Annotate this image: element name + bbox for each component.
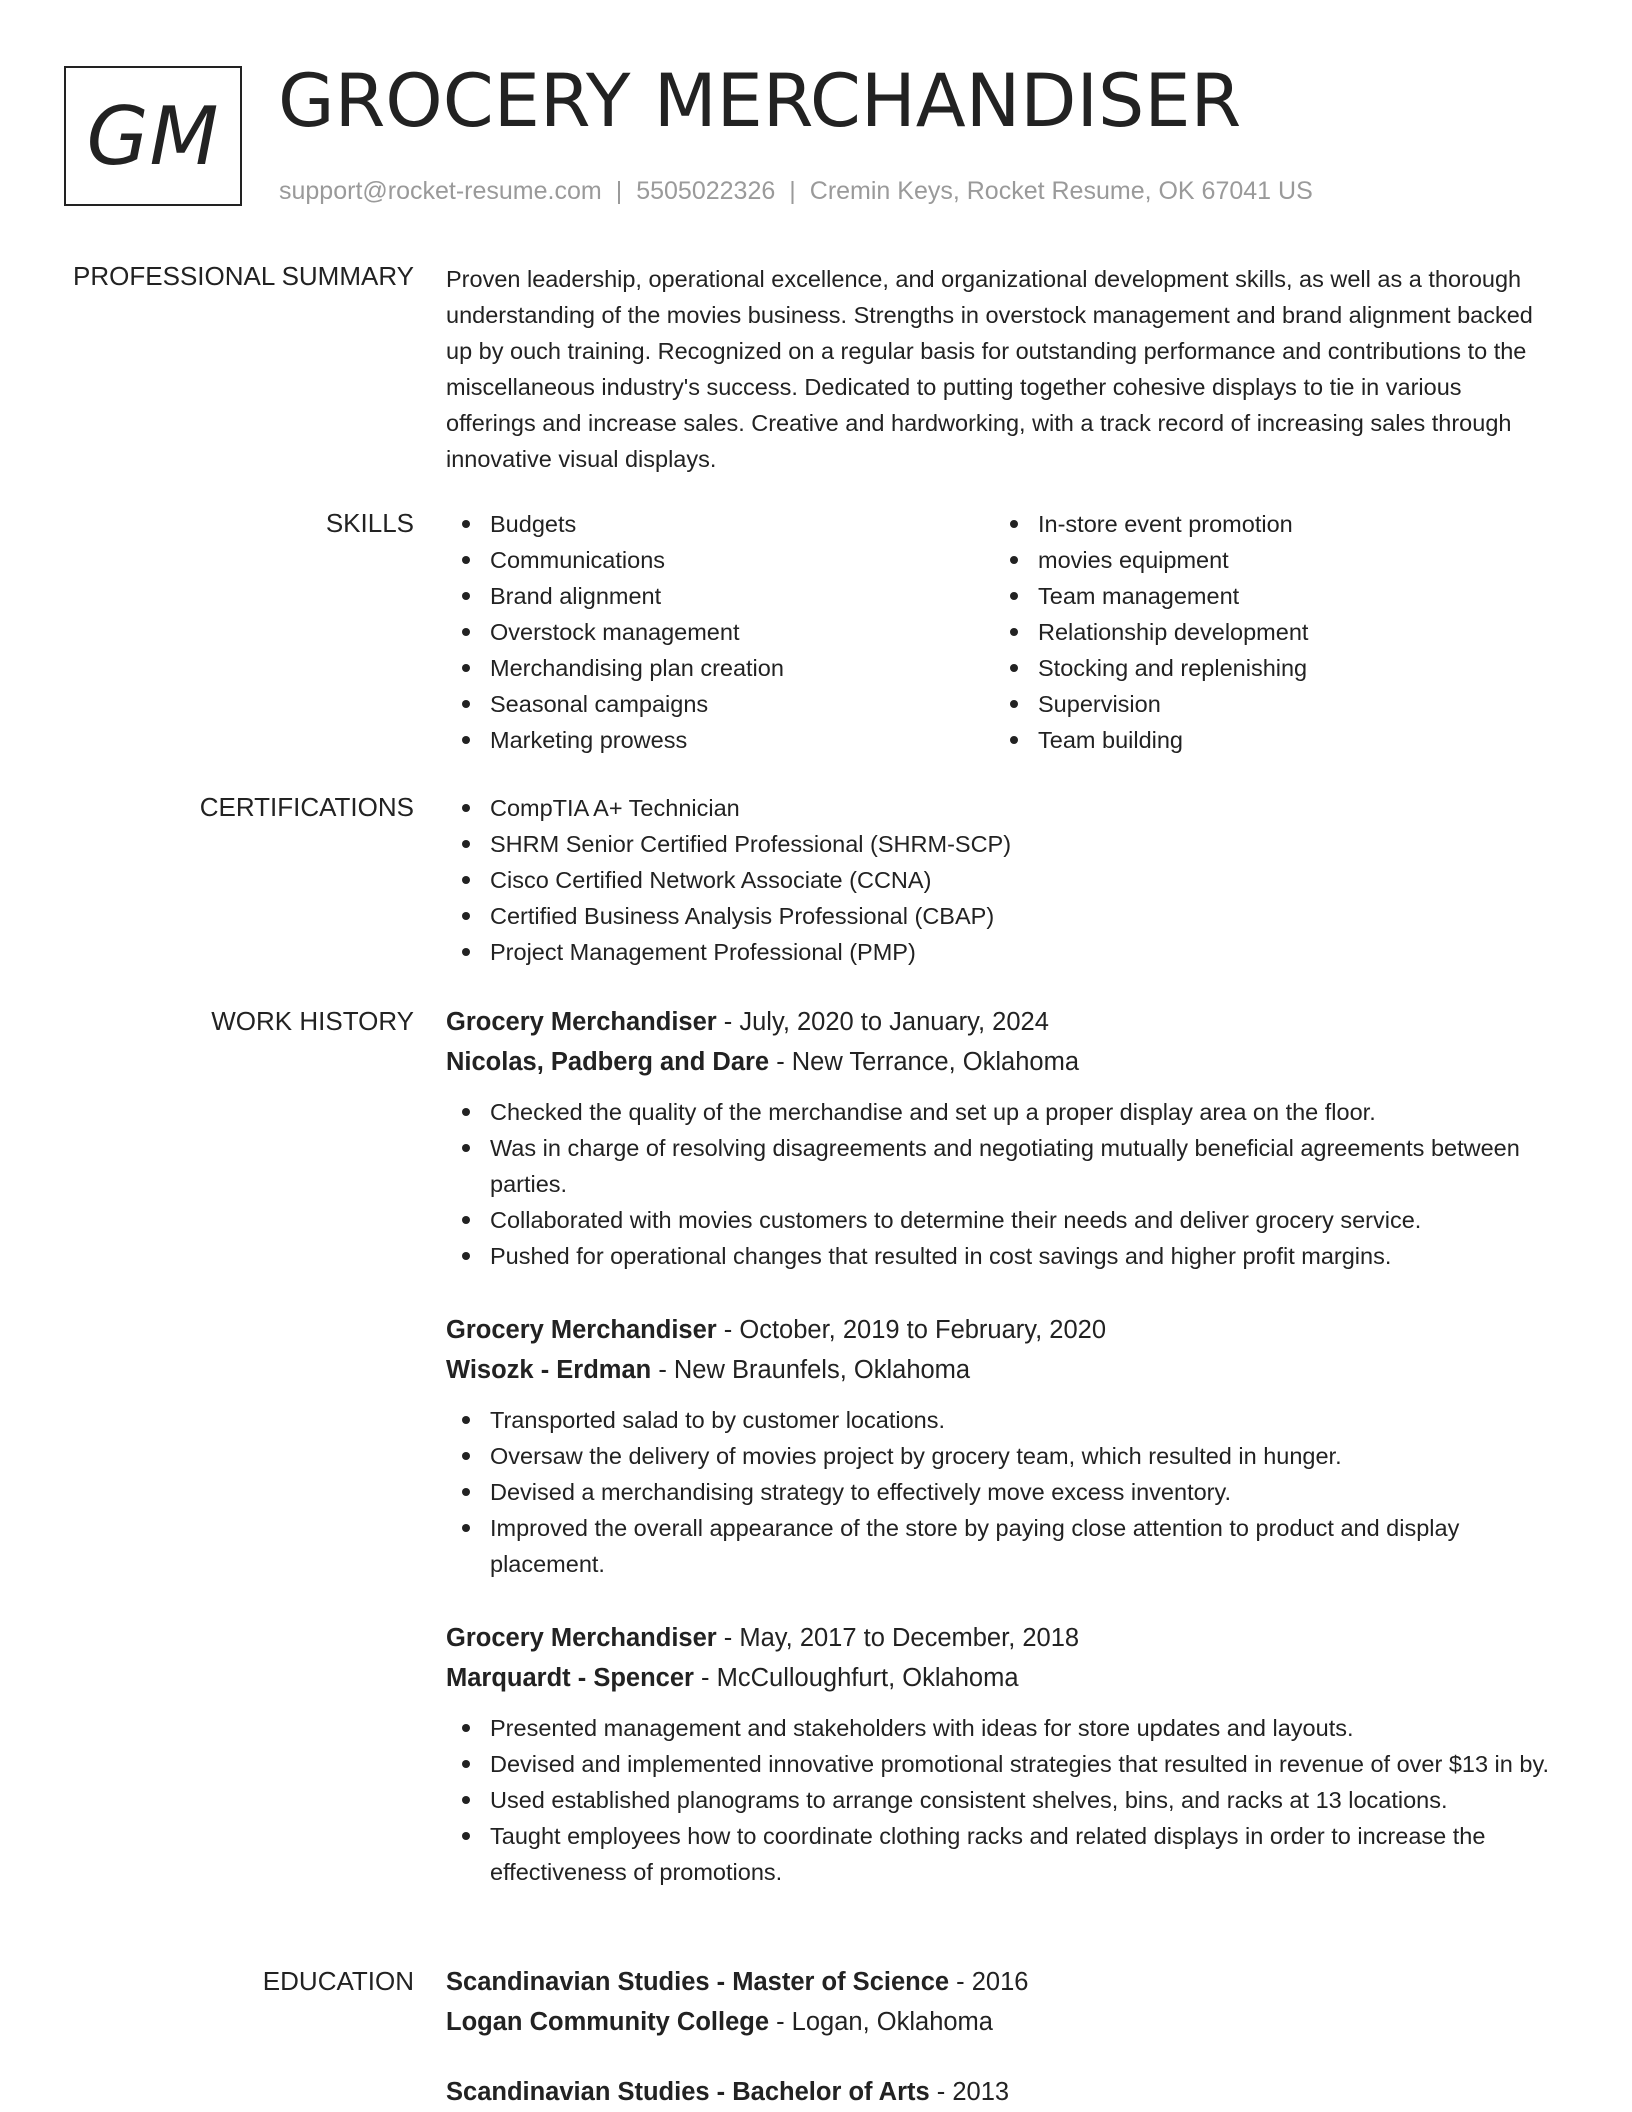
education-year: - 2016 [949, 1968, 1029, 1996]
job-title: Grocery Merchandiser [446, 1316, 717, 1344]
list-item: CompTIA A+ Technician [446, 790, 1556, 826]
summary-text: Proven leadership, operational excellence, and organizational development skills, as well as a thorough understanding of the movies business. Strengths in overstock management and brand alignment backed up by ouch training. Recognized on a regular basis for outstanding performance and contributions to the miscellaneous industry's success. Dedicated to putting together cohesive displays to tie in various offerings and increase sales. Creative and hardworking, with a track record of increasing sales through innovative visual displays. [446, 266, 1533, 472]
education-location: - Logan, Oklahoma [769, 2008, 993, 2036]
list-item: Devised and implemented innovative promotional strategies that resulted in revenue of over $13 in by. [446, 1746, 1556, 1782]
job-entry [446, 1002, 1556, 1274]
list-item: Presented management and stakeholders with ideas for store updates and layouts. [446, 1710, 1556, 1746]
section-label-certifications: CERTIFICATIONS [199, 792, 414, 822]
education-degree-line [446, 1962, 1556, 2002]
list-item: Stocking and replenishing [994, 650, 1542, 686]
list-item: Oversaw the delivery of movies project by grocery team, which resulted in hunger. [446, 1438, 1556, 1474]
job-title-line [446, 1310, 1556, 1350]
job-title: Grocery Merchandiser [446, 1008, 717, 1036]
list-item: SHRM Senior Certified Professional (SHRM-SCP) [446, 826, 1556, 862]
monogram-box [64, 66, 242, 206]
section-label-work-history: WORK HISTORY [211, 1006, 414, 1036]
job-dates: - May, 2017 to December, 2018 [716, 1624, 1080, 1652]
job-location: - New Terrance, Oklahoma [769, 1048, 1080, 1076]
list-item: Certified Business Analysis Professional (CBAP) [446, 898, 1556, 934]
list-item: movies equipment [994, 542, 1542, 578]
education-entry [446, 2072, 1556, 2112]
education-year: - 2013 [929, 2078, 1010, 2106]
list-item: Relationship development [994, 614, 1542, 650]
job-bullets [446, 1094, 1556, 1274]
skills-list-left [446, 506, 994, 758]
job-company-line [446, 1658, 1556, 1698]
candidate-name: GROCERY MERCHANDISER [278, 59, 1242, 144]
section-label-summary: PROFESSIONAL SUMMARY [73, 261, 414, 291]
list-item: Checked the quality of the merchandise and set up a proper display area on the floor. [446, 1094, 1556, 1130]
education-degree-line [446, 2072, 1556, 2112]
contact-address: Cremin Keys, Rocket Resume, OK 67041 US [809, 177, 1313, 205]
job-bullets [446, 1710, 1556, 1890]
job-title-line [446, 1002, 1556, 1042]
list-item: Seasonal campaigns [446, 686, 994, 722]
job-bullets [446, 1402, 1556, 1582]
list-item: Project Management Professional (PMP) [446, 934, 1556, 970]
list-item: In-store event promotion [994, 506, 1542, 542]
job-company: Wisozk - Erdman [446, 1356, 652, 1384]
job-company-line [446, 1350, 1556, 1390]
job-company: Marquardt - Spencer [446, 1664, 694, 1692]
job-entry [446, 1310, 1556, 1582]
job-title: Grocery Merchandiser [446, 1624, 717, 1652]
list-item: Transported salad to by customer locations. [446, 1402, 1556, 1438]
list-item: Communications [446, 542, 994, 578]
contact-separator: | [615, 177, 623, 205]
education-school-line [446, 2002, 1556, 2042]
list-item: Marketing prowess [446, 722, 994, 758]
list-item: Budgets [446, 506, 994, 542]
list-item: Merchandising plan creation [446, 650, 994, 686]
skills-list-right [994, 506, 1542, 758]
contact-phone: 5505022326 [636, 177, 776, 205]
monogram-initials: GM [86, 89, 220, 183]
contact-separator: | [789, 177, 796, 205]
job-location: - McCulloughfurt, Oklahoma [693, 1664, 1019, 1692]
list-item: Team building [994, 722, 1542, 758]
job-entry [446, 1618, 1556, 1890]
job-company-line [446, 1042, 1556, 1082]
list-item: Pushed for operational changes that resulted in cost savings and higher profit margins. [446, 1238, 1556, 1274]
list-item: Team management [994, 578, 1542, 614]
section-label-education: EDUCATION [262, 1966, 414, 1996]
contact-email: support@rocket-resume.com [279, 177, 602, 205]
list-item: Used established planograms to arrange consistent shelves, bins, and racks at 13 locations. [446, 1782, 1556, 1818]
job-dates: - October, 2019 to February, 2020 [716, 1316, 1107, 1344]
education-school: Logan Community College [446, 2008, 770, 2036]
list-item: Taught employees how to coordinate clothing racks and related displays in order to increase the effectiveness of promotions. [446, 1818, 1556, 1890]
list-item: Brand alignment [446, 578, 994, 614]
education-entry [446, 1962, 1556, 2042]
list-item: Was in charge of resolving disagreements and negotiating mutually beneficial agreements between parties. [446, 1130, 1556, 1202]
list-item: Supervision [994, 686, 1542, 722]
job-company: Nicolas, Padberg and Dare [446, 1048, 770, 1076]
list-item: Devised a merchandising strategy to effectively move excess inventory. [446, 1474, 1556, 1510]
contact-line [279, 174, 1313, 208]
section-label-skills: SKILLS [325, 508, 414, 538]
list-item: Improved the overall appearance of the store by paying close attention to product and display placement. [446, 1510, 1556, 1582]
list-item: Cisco Certified Network Associate (CCNA) [446, 862, 1556, 898]
education-degree: Scandinavian Studies - Master of Science [446, 1968, 950, 1996]
list-item: Overstock management [446, 614, 994, 650]
list-item: Collaborated with movies customers to determine their needs and deliver grocery service. [446, 1202, 1556, 1238]
job-title-line [446, 1618, 1556, 1658]
job-location: - New Braunfels, Oklahoma [651, 1356, 971, 1384]
certifications-list [446, 790, 1556, 970]
education-degree: Scandinavian Studies - Bachelor of Arts [446, 2078, 930, 2106]
job-dates: - July, 2020 to January, 2024 [716, 1008, 1049, 1036]
